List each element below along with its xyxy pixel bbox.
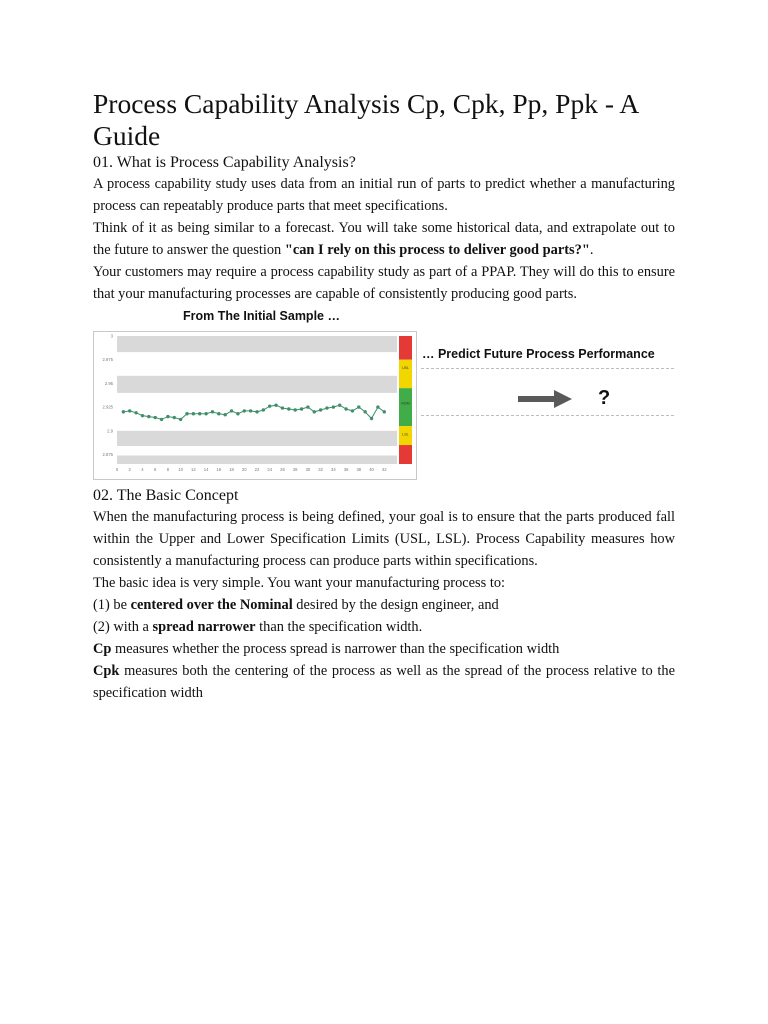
- x-tick-label: 2: [128, 467, 131, 472]
- data-point: [319, 408, 322, 411]
- list-item-centered-post: desired by the design engineer, and: [292, 597, 499, 613]
- list-item-spread-pre: (2) with a: [93, 619, 153, 635]
- section-heading-basic-concept: 02. The Basic Concept: [93, 487, 239, 504]
- data-point: [249, 409, 252, 412]
- upper-spec-band: [117, 376, 397, 393]
- data-point: [236, 412, 239, 415]
- y-tick-label: 2.9: [107, 428, 113, 434]
- data-point: [128, 409, 131, 412]
- zone-red-top: [399, 336, 412, 360]
- paragraph-cpk: [93, 660, 675, 704]
- question-mark: ?: [598, 387, 611, 409]
- data-point: [287, 407, 290, 410]
- list-item-spread-post: than the specification width.: [255, 619, 423, 635]
- cp-term: Cp: [93, 641, 112, 657]
- list-item-spread: [93, 616, 675, 638]
- paragraph-ppap: Your customers may require a process capability study as part of a PPAP. They will do this to ensure that your manufacturing processes are capable of consistently producing good parts.: [93, 264, 675, 302]
- control-chart-svg: [94, 332, 416, 479]
- y-tick-label: 2.975: [102, 357, 113, 363]
- series-line: [123, 405, 384, 419]
- lower-band: [117, 455, 397, 464]
- x-tick-label: 30: [305, 467, 311, 472]
- zone-label: USL: [402, 366, 409, 371]
- page-title: Process Capability Analysis Cp, Cpk, Pp, Ppk - A Guide: [93, 88, 638, 151]
- x-tick-label: 6: [154, 467, 157, 472]
- paragraph-forecast: [93, 217, 675, 261]
- y-tick-label: 2.875: [102, 452, 113, 458]
- x-tick-label: 42: [381, 467, 387, 472]
- data-point: [122, 410, 125, 413]
- data-point: [204, 412, 207, 415]
- data-point: [274, 404, 277, 407]
- data-point: [376, 405, 379, 408]
- zone-green: [399, 388, 412, 426]
- x-tick-label: 10: [178, 467, 183, 472]
- right-arrow-icon: [518, 390, 572, 408]
- data-point: [223, 413, 226, 416]
- cp-definition: measures whether the process spread is narrower than the specification width: [111, 641, 560, 657]
- list-item-centered-pre: (1) be: [93, 597, 131, 613]
- data-point: [198, 412, 201, 415]
- data-point: [357, 405, 360, 408]
- upper-band: [117, 336, 397, 352]
- x-tick-label: 4: [141, 467, 144, 472]
- list-item-centered: [93, 594, 675, 616]
- data-point: [351, 409, 354, 412]
- document-page: [93, 88, 675, 704]
- paragraph-intro: A process capability study uses data from an initial run of parts to predict whether a manufacturing process can repeatably produce parts that meet specifications.: [93, 176, 675, 214]
- data-point: [160, 418, 163, 421]
- data-point: [211, 410, 214, 413]
- y-tick-label: 3: [110, 333, 113, 339]
- data-point: [179, 418, 182, 421]
- data-point: [166, 415, 169, 418]
- x-tick-label: 38: [356, 467, 362, 472]
- data-point: [185, 412, 188, 415]
- section-heading-what-is: 01. What is Process Capability Analysis?: [93, 154, 356, 171]
- control-chart: [93, 331, 417, 480]
- data-point: [383, 410, 386, 413]
- x-tick-label: 0: [115, 467, 119, 472]
- data-point: [293, 408, 296, 411]
- data-point: [134, 411, 137, 414]
- data-point: [281, 406, 284, 409]
- y-tick-label: 2.925: [102, 404, 113, 410]
- data-point: [255, 410, 258, 413]
- paragraph-cp: [93, 638, 675, 660]
- data-point: [262, 408, 265, 411]
- x-tick-label: 14: [203, 467, 209, 472]
- zone-yellow-top: [399, 360, 412, 388]
- centered-bold-text: centered over the Nominal: [130, 597, 293, 613]
- x-tick-label: 8: [166, 467, 170, 472]
- data-point: [217, 412, 220, 415]
- data-point: [141, 414, 144, 417]
- question-bold-text: "can I rely on this process to deliver good parts?": [284, 242, 590, 258]
- capability-figure: [93, 311, 675, 483]
- data-point: [338, 404, 341, 407]
- figure-right-caption: … Predict Future Process Performance: [422, 347, 655, 361]
- data-point: [332, 405, 335, 408]
- data-point: [173, 416, 176, 419]
- x-tick-label: 22: [254, 467, 260, 472]
- x-tick-label: 16: [216, 467, 222, 472]
- zone-red-bottom: [399, 445, 412, 464]
- x-tick-label: 32: [318, 467, 323, 472]
- data-point: [300, 407, 303, 410]
- cpk-term: Cpk: [93, 663, 120, 679]
- data-point: [325, 406, 328, 409]
- data-point: [370, 417, 373, 420]
- data-point: [147, 415, 150, 418]
- zone-label: NOM: [401, 401, 410, 406]
- x-tick-label: 40: [369, 467, 374, 472]
- data-point: [192, 412, 195, 415]
- zone-label: LSL: [402, 432, 409, 437]
- paragraph-spec-limits: When the manufacturing process is being defined, your goal is to ensure that the parts produced fall within the Upper and Lower Specification Limits (USL, LSL). Process Capability measures how consistently a manufacturing process can produce parts within specifications.: [93, 509, 675, 569]
- y-tick-label: 2.95: [104, 380, 113, 386]
- data-point: [313, 410, 316, 413]
- cpk-definition: measures both the centering of the process as well as the spread of the process relative to the specification width: [93, 663, 675, 701]
- data-point: [268, 404, 271, 407]
- data-point: [153, 416, 156, 419]
- data-point: [363, 410, 366, 413]
- x-tick-label: 12: [191, 467, 196, 472]
- data-point: [230, 409, 233, 412]
- paragraph-forecast-end: .: [589, 242, 594, 258]
- x-tick-label: 20: [241, 467, 247, 472]
- x-tick-label: 26: [280, 467, 285, 472]
- data-point: [243, 409, 246, 412]
- divider-dashed-bottom: [421, 415, 674, 416]
- x-tick-label: 24: [267, 467, 273, 472]
- lower-spec-band: [117, 431, 397, 446]
- paragraph-basic-idea: The basic idea is very simple. You want your manufacturing process to:: [93, 575, 506, 591]
- x-tick-label: 36: [343, 467, 349, 472]
- figure-left-caption: From The Initial Sample …: [183, 309, 340, 323]
- paragraph-forecast-text: Think of it as being similar to a forecast. You will take some historical data, and extrapolate out to the future to answer the question: [93, 220, 675, 258]
- spread-bold-text: spread narrower: [152, 619, 256, 635]
- data-point: [306, 405, 309, 408]
- data-point: [344, 407, 347, 410]
- x-tick-label: 28: [292, 467, 298, 472]
- x-tick-label: 34: [331, 467, 336, 472]
- x-tick-label: 18: [229, 467, 234, 472]
- divider-dashed-top: [421, 368, 674, 369]
